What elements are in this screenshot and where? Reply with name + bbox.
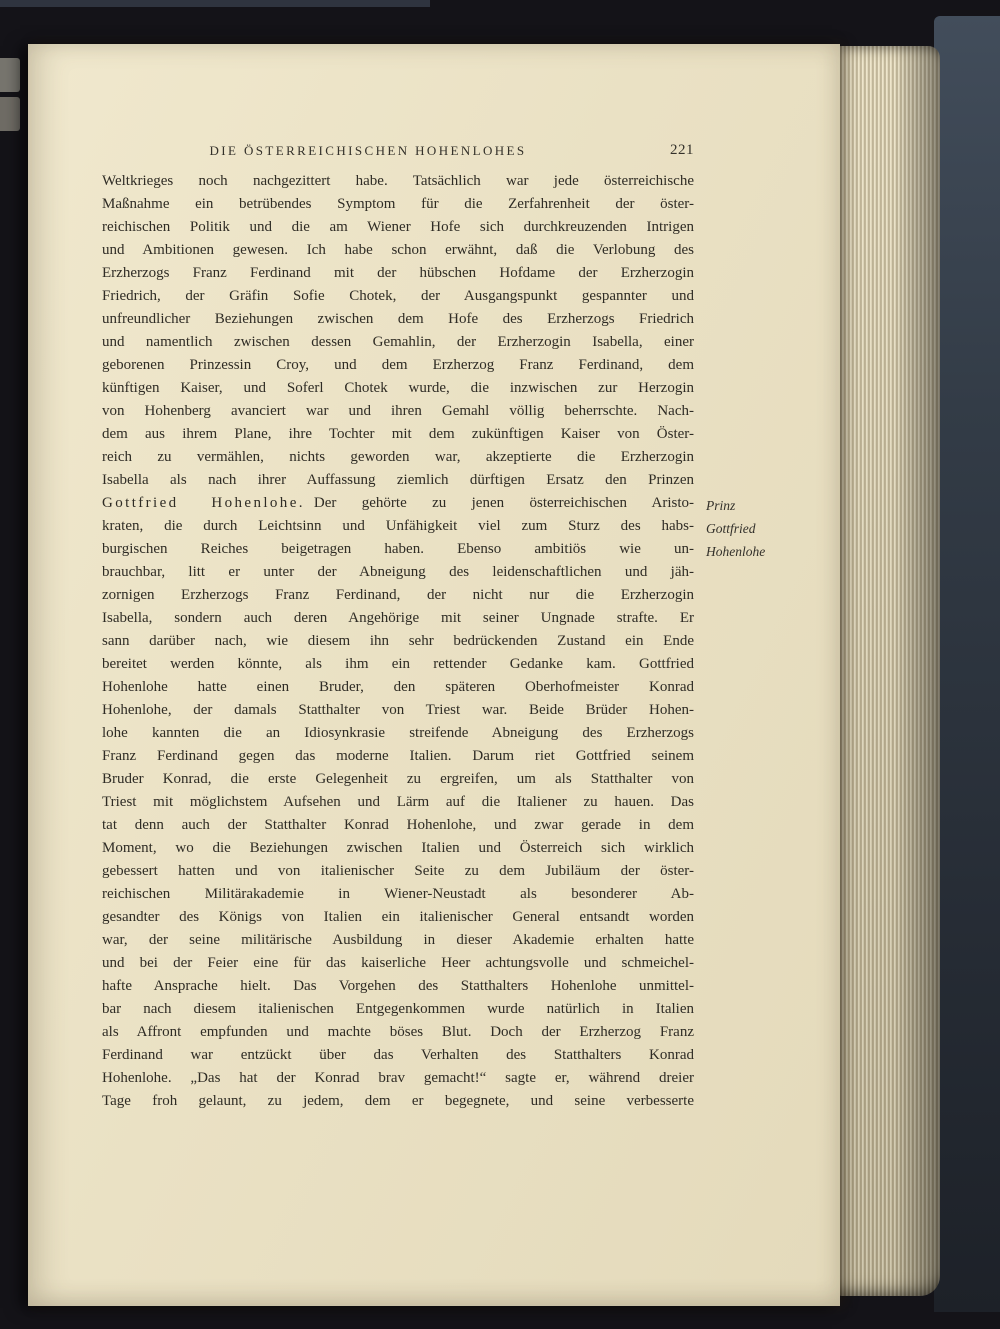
body-line: Weltkrieges noch nachgezittert habe. Tatsächlich war jede österreichische bbox=[102, 173, 694, 189]
body-line: burgischen Reiches beigetragen haben. Ebenso ambitiös wie un- bbox=[102, 541, 694, 557]
body-line: sann darüber nach, wie diesem ihn sehr bedrückenden Zustand ein Ende bbox=[102, 633, 694, 649]
body-line: dem aus ihrem Plane, ihre Tochter mit dem zukünftigen Kaiser von Öster- bbox=[102, 426, 694, 442]
body-line: geborenen Prinzessin Croy, und dem Erzherzog Franz Ferdinand, dem bbox=[102, 357, 694, 373]
margin-note-line: Hohenlohe bbox=[706, 544, 766, 559]
margin-note-line: Prinz bbox=[706, 498, 736, 513]
background-book-edge bbox=[0, 0, 430, 7]
running-header-title: DIE ÖSTERREICHISCHEN HOHENLOHES bbox=[209, 143, 527, 158]
body-line: gesandter des Königs von Italien ein italienischer General entsandt worden bbox=[102, 909, 694, 925]
body-line: Hohenlohe hatte einen Bruder, den späteren Oberhofmeister Konrad bbox=[102, 679, 694, 695]
margin-note bbox=[706, 494, 834, 563]
body-lines-before bbox=[102, 170, 694, 492]
body-line: und bei der Feier eine für das kaiserliche Heer achtungsvolle und schmeichel- bbox=[102, 955, 694, 971]
body-line: Bruder Konrad, die erste Gelegenheit zu ergreifen, um als Statthalter von bbox=[102, 771, 694, 787]
body-line: als Affront empfunden und machte böses Blut. Doch der Erzherzog Franz bbox=[102, 1024, 694, 1040]
body-line: Triest mit möglichstem Aufsehen und Lärm auf die Italiener zu hauen. Das bbox=[102, 794, 694, 810]
body-line: war, der seine militärische Ausbildung in dieser Akademie erhalten hatte bbox=[102, 932, 694, 948]
page-edge-fragment bbox=[0, 58, 20, 92]
body-line: Moment, wo die Beziehungen zwischen Italien und Österreich sich wirklich bbox=[102, 840, 694, 856]
body-line: kraten, die durch Leichtsinn und Unfähigkeit viel zum Sturz des habs- bbox=[102, 518, 694, 534]
body-line: und Ambitionen gewesen. Ich habe schon erwähnt, daß die Verlobung des bbox=[102, 242, 694, 258]
body-line: von Hohenberg avanciert war und ihren Gemahl völlig beherrschte. Nach- bbox=[102, 403, 694, 419]
body-line-emphasized bbox=[102, 492, 694, 515]
body-line: bar nach diesem italienischen Entgegenkommen wurde natürlich in Italien bbox=[102, 1001, 694, 1017]
page-edge-fragment bbox=[0, 97, 20, 131]
body-lines-after bbox=[102, 515, 694, 1113]
body-line: unfreundlicher Beziehungen zwischen dem Hofe des Erzherzogs Friedrich bbox=[102, 311, 694, 327]
body-line: Ferdinand war entzückt über das Verhalten des Statthalters Konrad bbox=[102, 1047, 694, 1063]
body-line: Hohenlohe. „Das hat der Konrad brav gemacht!“ sagte er, während dreier bbox=[102, 1070, 694, 1086]
book-cover bbox=[934, 16, 1000, 1312]
body-line: Friedrich, der Gräfin Sofie Chotek, der Ausgangspunkt gespannter und bbox=[102, 288, 694, 304]
body-text bbox=[102, 170, 694, 1113]
body-line: tat denn auch der Statthalter Konrad Hohenlohe, und zwar gerade in dem bbox=[102, 817, 694, 833]
body-line: lohe kannten die an Idiosynkrasie streifende Abneigung des Erzherzogs bbox=[102, 725, 694, 741]
body-line: Erzherzogs Franz Ferdinand mit der hübschen Hofdame der Erzherzogin bbox=[102, 265, 694, 281]
body-line: und namentlich zwischen dessen Gemahlin, der Erzherzogin Isabella, einer bbox=[102, 334, 694, 350]
book-page bbox=[28, 44, 840, 1306]
body-line: Franz Ferdinand gegen das moderne Italien. Darum riet Gottfried seinem bbox=[102, 748, 694, 764]
body-line: Hohenlohe, der damals Statthalter von Triest war. Beide Brüder Hohen- bbox=[102, 702, 694, 718]
body-line-text: Der gehörte zu jenen österreichischen Aristo- bbox=[313, 495, 694, 511]
body-line: gebessert hatten und von italienischer Seite zu dem Jubiläum der öster- bbox=[102, 863, 694, 879]
body-line: Tage froh gelaunt, zu jedem, dem er begegnete, und seine verbesserte bbox=[102, 1093, 694, 1109]
body-line: reich zu vermählen, nichts geworden war, akzeptierte die Erzherzogin bbox=[102, 449, 694, 465]
emphasized-name: Gottfried Hohenlohe. bbox=[102, 495, 305, 511]
body-line: Isabella als nach ihrer Auffassung ziemlich dürftigen Ersatz den Prinzen bbox=[102, 472, 694, 488]
body-line: Isabella, sondern auch deren Angehörige mit seiner Ungnade strafte. Er bbox=[102, 610, 694, 626]
page-number: 221 bbox=[670, 142, 694, 158]
body-line: reichischen Politik und die am Wiener Hofe sich durchkreuzenden Intrigen bbox=[102, 219, 694, 235]
body-line: künftigen Kaiser, und Soferl Chotek wurde, die inzwischen zur Herzogin bbox=[102, 380, 694, 396]
body-line: bereitet werden könnte, als ihm ein rettender Gedanke kam. Gottfried bbox=[102, 656, 694, 672]
body-line: Maßnahme ein betrübendes Symptom für die Zerfahrenheit der öster- bbox=[102, 196, 694, 212]
body-line: zornigen Erzherzogs Franz Ferdinand, der nicht nur die Erzherzogin bbox=[102, 587, 694, 603]
body-line: brauchbar, litt er unter der Abneigung des leidenschaftlichen und jäh- bbox=[102, 564, 694, 580]
body-line: hafte Ansprache hielt. Das Vorgehen des Statthalters Hohenlohe unmittel- bbox=[102, 978, 694, 994]
margin-note-line: Gottfried bbox=[706, 521, 756, 536]
body-line: reichischen Militärakademie in Wiener-Neustadt als besonderer Ab- bbox=[102, 886, 694, 902]
running-header bbox=[102, 143, 694, 163]
page-edge-stack bbox=[838, 46, 940, 1296]
